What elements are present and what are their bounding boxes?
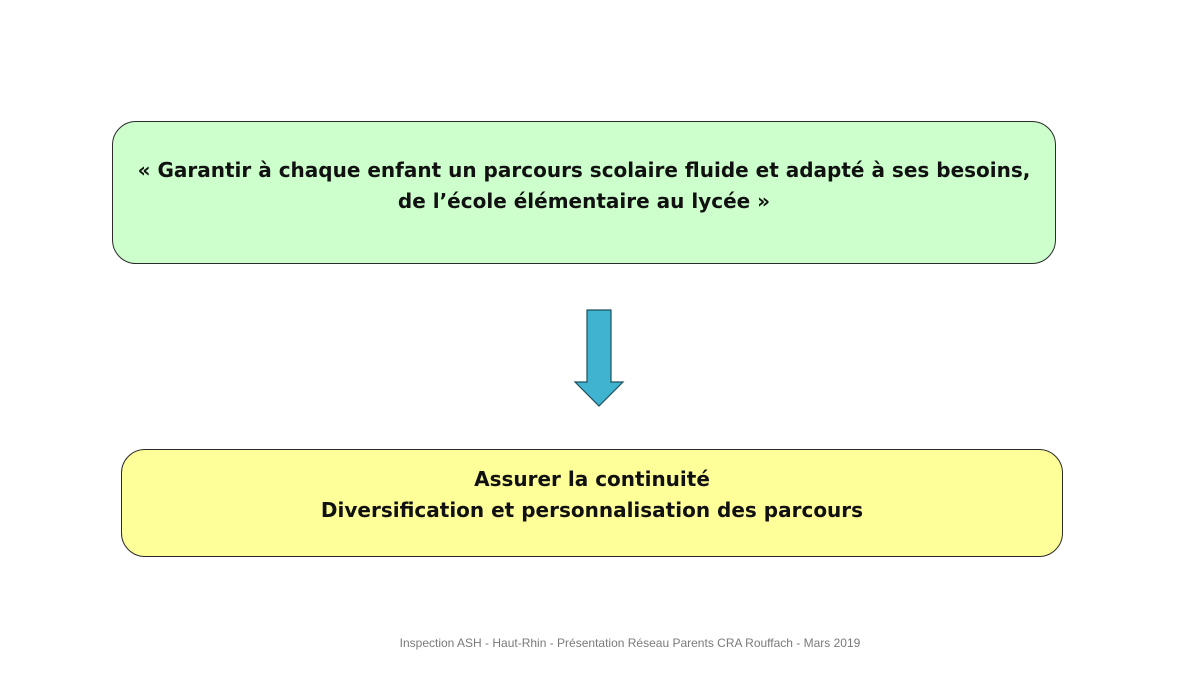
goal-text-line-2: de l’école élémentaire au lycée »	[397, 188, 771, 213]
goal-box	[112, 121, 1056, 264]
slide-footer: Inspection ASH - Haut-Rhin - Présentation Réseau Parents CRA Rouffach - Mars 2019	[399, 636, 861, 650]
action-text-line-1: Assurer la continuité	[474, 467, 710, 491]
arrow-down-shape	[575, 310, 623, 406]
goal-text-line-1: « Garantir à chaque enfant un parcours scolaire fluide et adapté à ses besoins,	[137, 157, 1031, 182]
arrow-down-icon	[572, 309, 626, 409]
action-box	[121, 449, 1063, 557]
action-text-line-2: Diversification et personnalisation des parcours	[320, 498, 864, 522]
